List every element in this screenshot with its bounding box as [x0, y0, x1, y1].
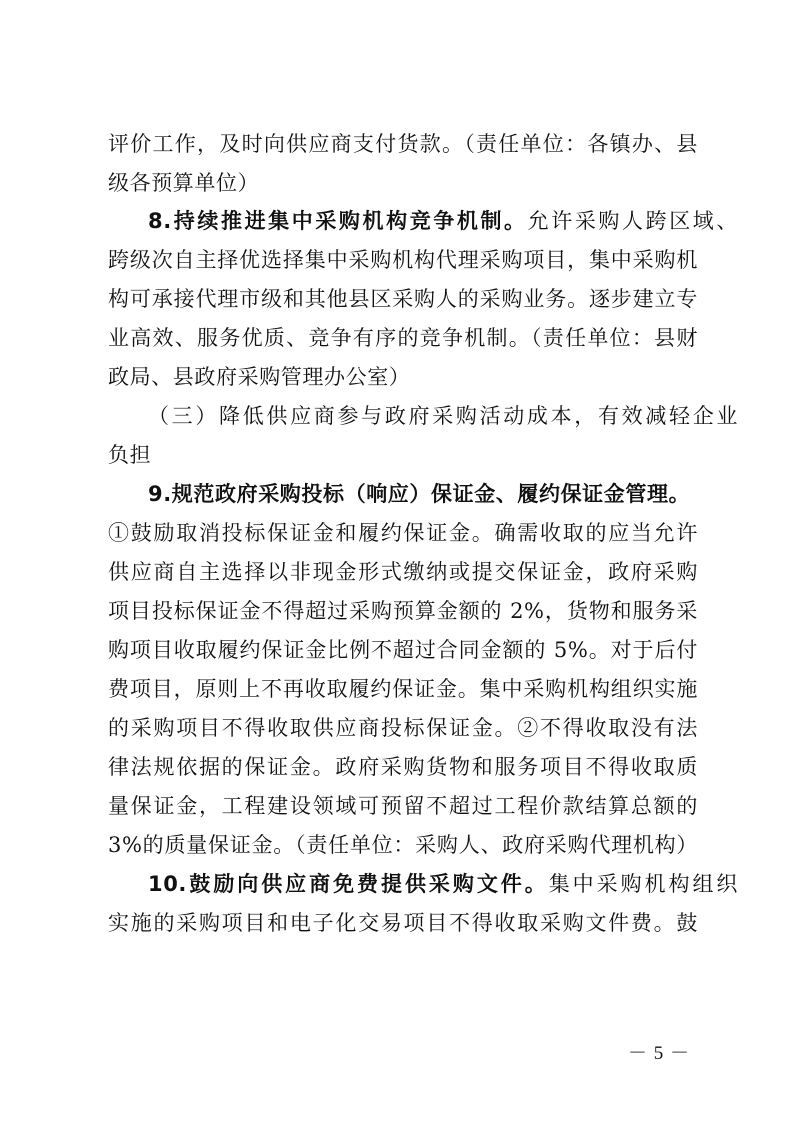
body-text-line: 费项目，原则上不再收取履约保证金。集中采购机构组织实施 — [108, 677, 698, 701]
body-text-line: 购项目收取履约保证金比例不超过合同金额的 5%。对于后付 — [108, 638, 698, 662]
section-heading-8: 8.持续推进集中采购机构竞争机制。 — [148, 209, 528, 233]
body-text-line: 实施的采购项目和电子化交易项目不得收取采购文件费。鼓 — [108, 911, 698, 935]
body-text-line: 政局、县政府采购管理办公室） — [108, 365, 411, 389]
body-text-line: 跨级次自主择优选择集中采购机构代理采购项目，集中采购机 — [108, 248, 698, 272]
section-heading-line: 10.鼓励向供应商免费提供采购文件。集中采购机构组织 — [148, 872, 738, 896]
section-heading-10: 10.鼓励向供应商免费提供采购文件。 — [148, 872, 549, 896]
body-text-line: 负担 — [108, 443, 152, 467]
section-heading-9: 9.规范政府采购投标（响应）保证金、履约保证金管理。 — [148, 482, 691, 506]
body-text-line: 构可承接代理市级和其他县区采购人的采购业务。逐步建立专 — [108, 287, 698, 311]
body-text-line: 律法规依据的保证金。政府采购货物和服务项目不得收取质 — [108, 755, 698, 779]
body-text-line: 量保证金，工程建设领域可预留不超过工程价款结算总额的 — [108, 794, 698, 818]
page-number: － 5 － — [627, 1043, 690, 1064]
body-text-line: 级各预算单位） — [108, 171, 260, 195]
body-text-line: 业高效、服务优质、竞争有序的竞争机制。（责任单位：县财 — [108, 326, 698, 350]
subsection-heading-3: （三）降低供应商参与政府采购活动成本，有效减轻企业 — [148, 404, 738, 428]
body-text-line: 项目投标保证金不得超过采购预算金额的 2%，货物和服务采 — [108, 599, 698, 623]
section-heading-line: 8.持续推进集中采购机构竞争机制。允许采购人跨区域、 — [148, 209, 738, 233]
body-text-line: ①鼓励取消投标保证金和履约保证金。确需收取的应当允许 — [108, 521, 698, 545]
body-text-line: 供应商自主选择以非现金形式缴纳或提交保证金，政府采购 — [108, 560, 698, 584]
body-text-line: 评价工作，及时向供应商支付货款。（责任单位：各镇办、县 — [108, 132, 698, 156]
body-text-line: 3%的质量保证金。（责任单位：采购人、政府采购代理机构） — [108, 833, 698, 857]
body-text-line: 的采购项目不得收取供应商投标保证金。②不得收取没有法 — [108, 716, 698, 740]
